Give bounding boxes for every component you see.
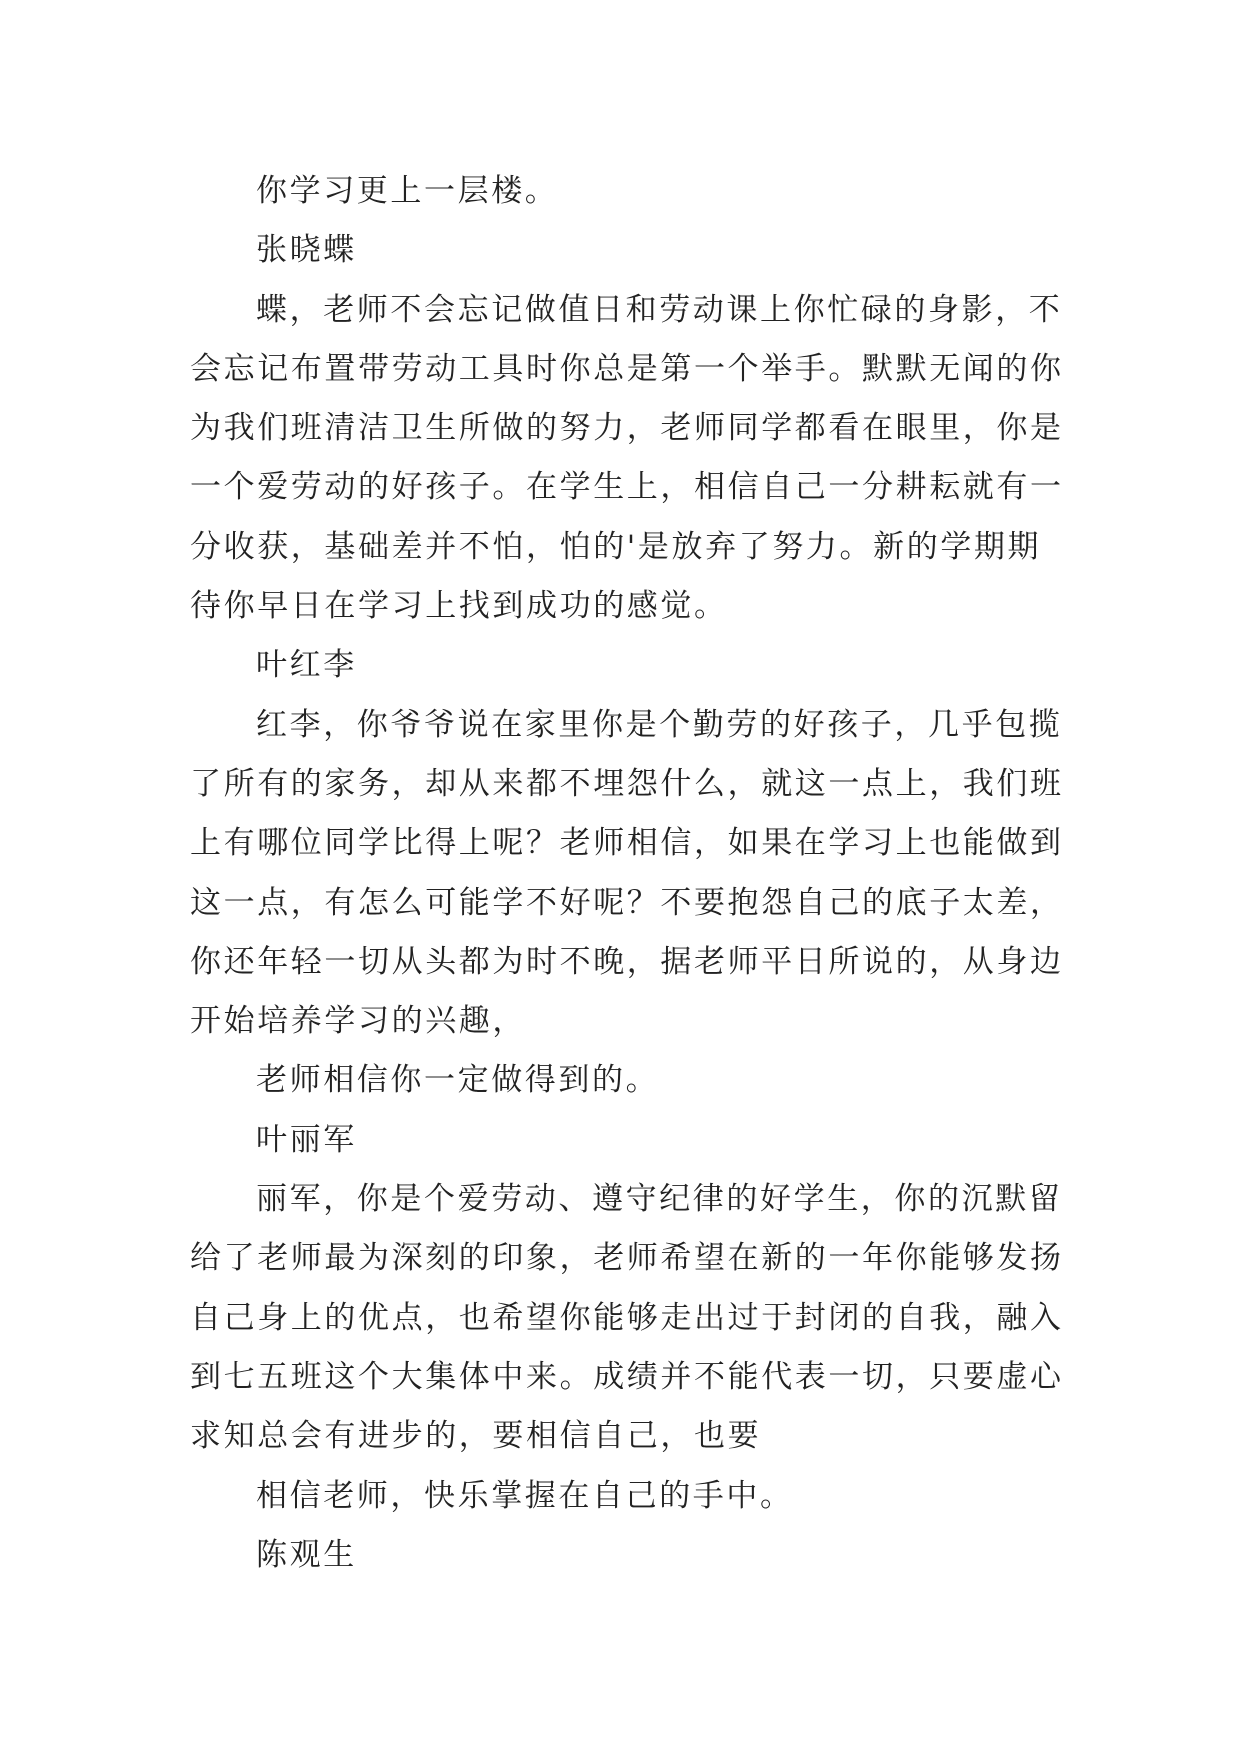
text-line: 一个爱劳动的好孩子。在学生上，相信自己一分耕耘就有一 bbox=[190, 469, 1064, 506]
text-line: 叶丽军 bbox=[256, 1121, 357, 1158]
text-line: 会忘记布置带劳动工具时你总是第一个举手。默默无闻的你 bbox=[190, 350, 1064, 387]
text-line: 了所有的家务，却从来都不埋怨什么，就这一点上，我们班 bbox=[190, 765, 1064, 802]
text-line: 蝶，老师不会忘记做值日和劳动课上你忙碌的身影，不 bbox=[256, 291, 1063, 328]
text-line: 红李，你爷爷说在家里你是个勤劳的好孩子，几乎包揽 bbox=[256, 706, 1063, 743]
text-line: 丽军，你是个爱劳动、遵守纪律的好学生，你的沉默留 bbox=[256, 1181, 1063, 1218]
text-line: 上有哪位同学比得上呢？老师相信，如果在学习上也能做到 bbox=[190, 825, 1064, 862]
text-line: 叶红李 bbox=[256, 647, 357, 684]
text-line: 到七五班这个大集体中来。成绩并不能代表一切，只要虚心 bbox=[190, 1358, 1064, 1395]
document-body bbox=[190, 162, 1064, 1585]
text-line: 你学习更上一层楼。 bbox=[256, 173, 559, 209]
text-line: 求知总会有进步的，要相信自己，也要 bbox=[190, 1418, 762, 1455]
text-line: 待你早日在学习上找到成功的感觉。 bbox=[190, 588, 728, 625]
text-line: 陈观生 bbox=[256, 1536, 357, 1573]
text-line: 开始培养学习的兴趣， bbox=[190, 1003, 526, 1040]
text-line: 这一点，有怎么可能学不好呢？不要抱怨自己的底子太差， bbox=[190, 884, 1064, 921]
text-line: 张晓蝶 bbox=[256, 232, 357, 269]
text-line: 给了老师最为深刻的印象，老师希望在新的一年你能够发扬 bbox=[190, 1240, 1064, 1277]
text-line: 老师相信你一定做得到的。 bbox=[256, 1062, 660, 1099]
text-line: 相信老师，快乐掌握在自己的手中。 bbox=[256, 1477, 794, 1514]
text-line: 自己身上的优点，也希望你能够走出过于封闭的自我，融入 bbox=[190, 1299, 1064, 1336]
text-line: 为我们班清洁卫生所做的努力，老师同学都看在眼里，你是 bbox=[190, 410, 1064, 447]
text-line: 你还年轻一切从头都为时不晚，据老师平日所说的，从身边 bbox=[190, 943, 1064, 980]
text-line: 分收获，基础差并不怕，怕的'是放弃了努力。新的学期期 bbox=[190, 528, 1042, 565]
